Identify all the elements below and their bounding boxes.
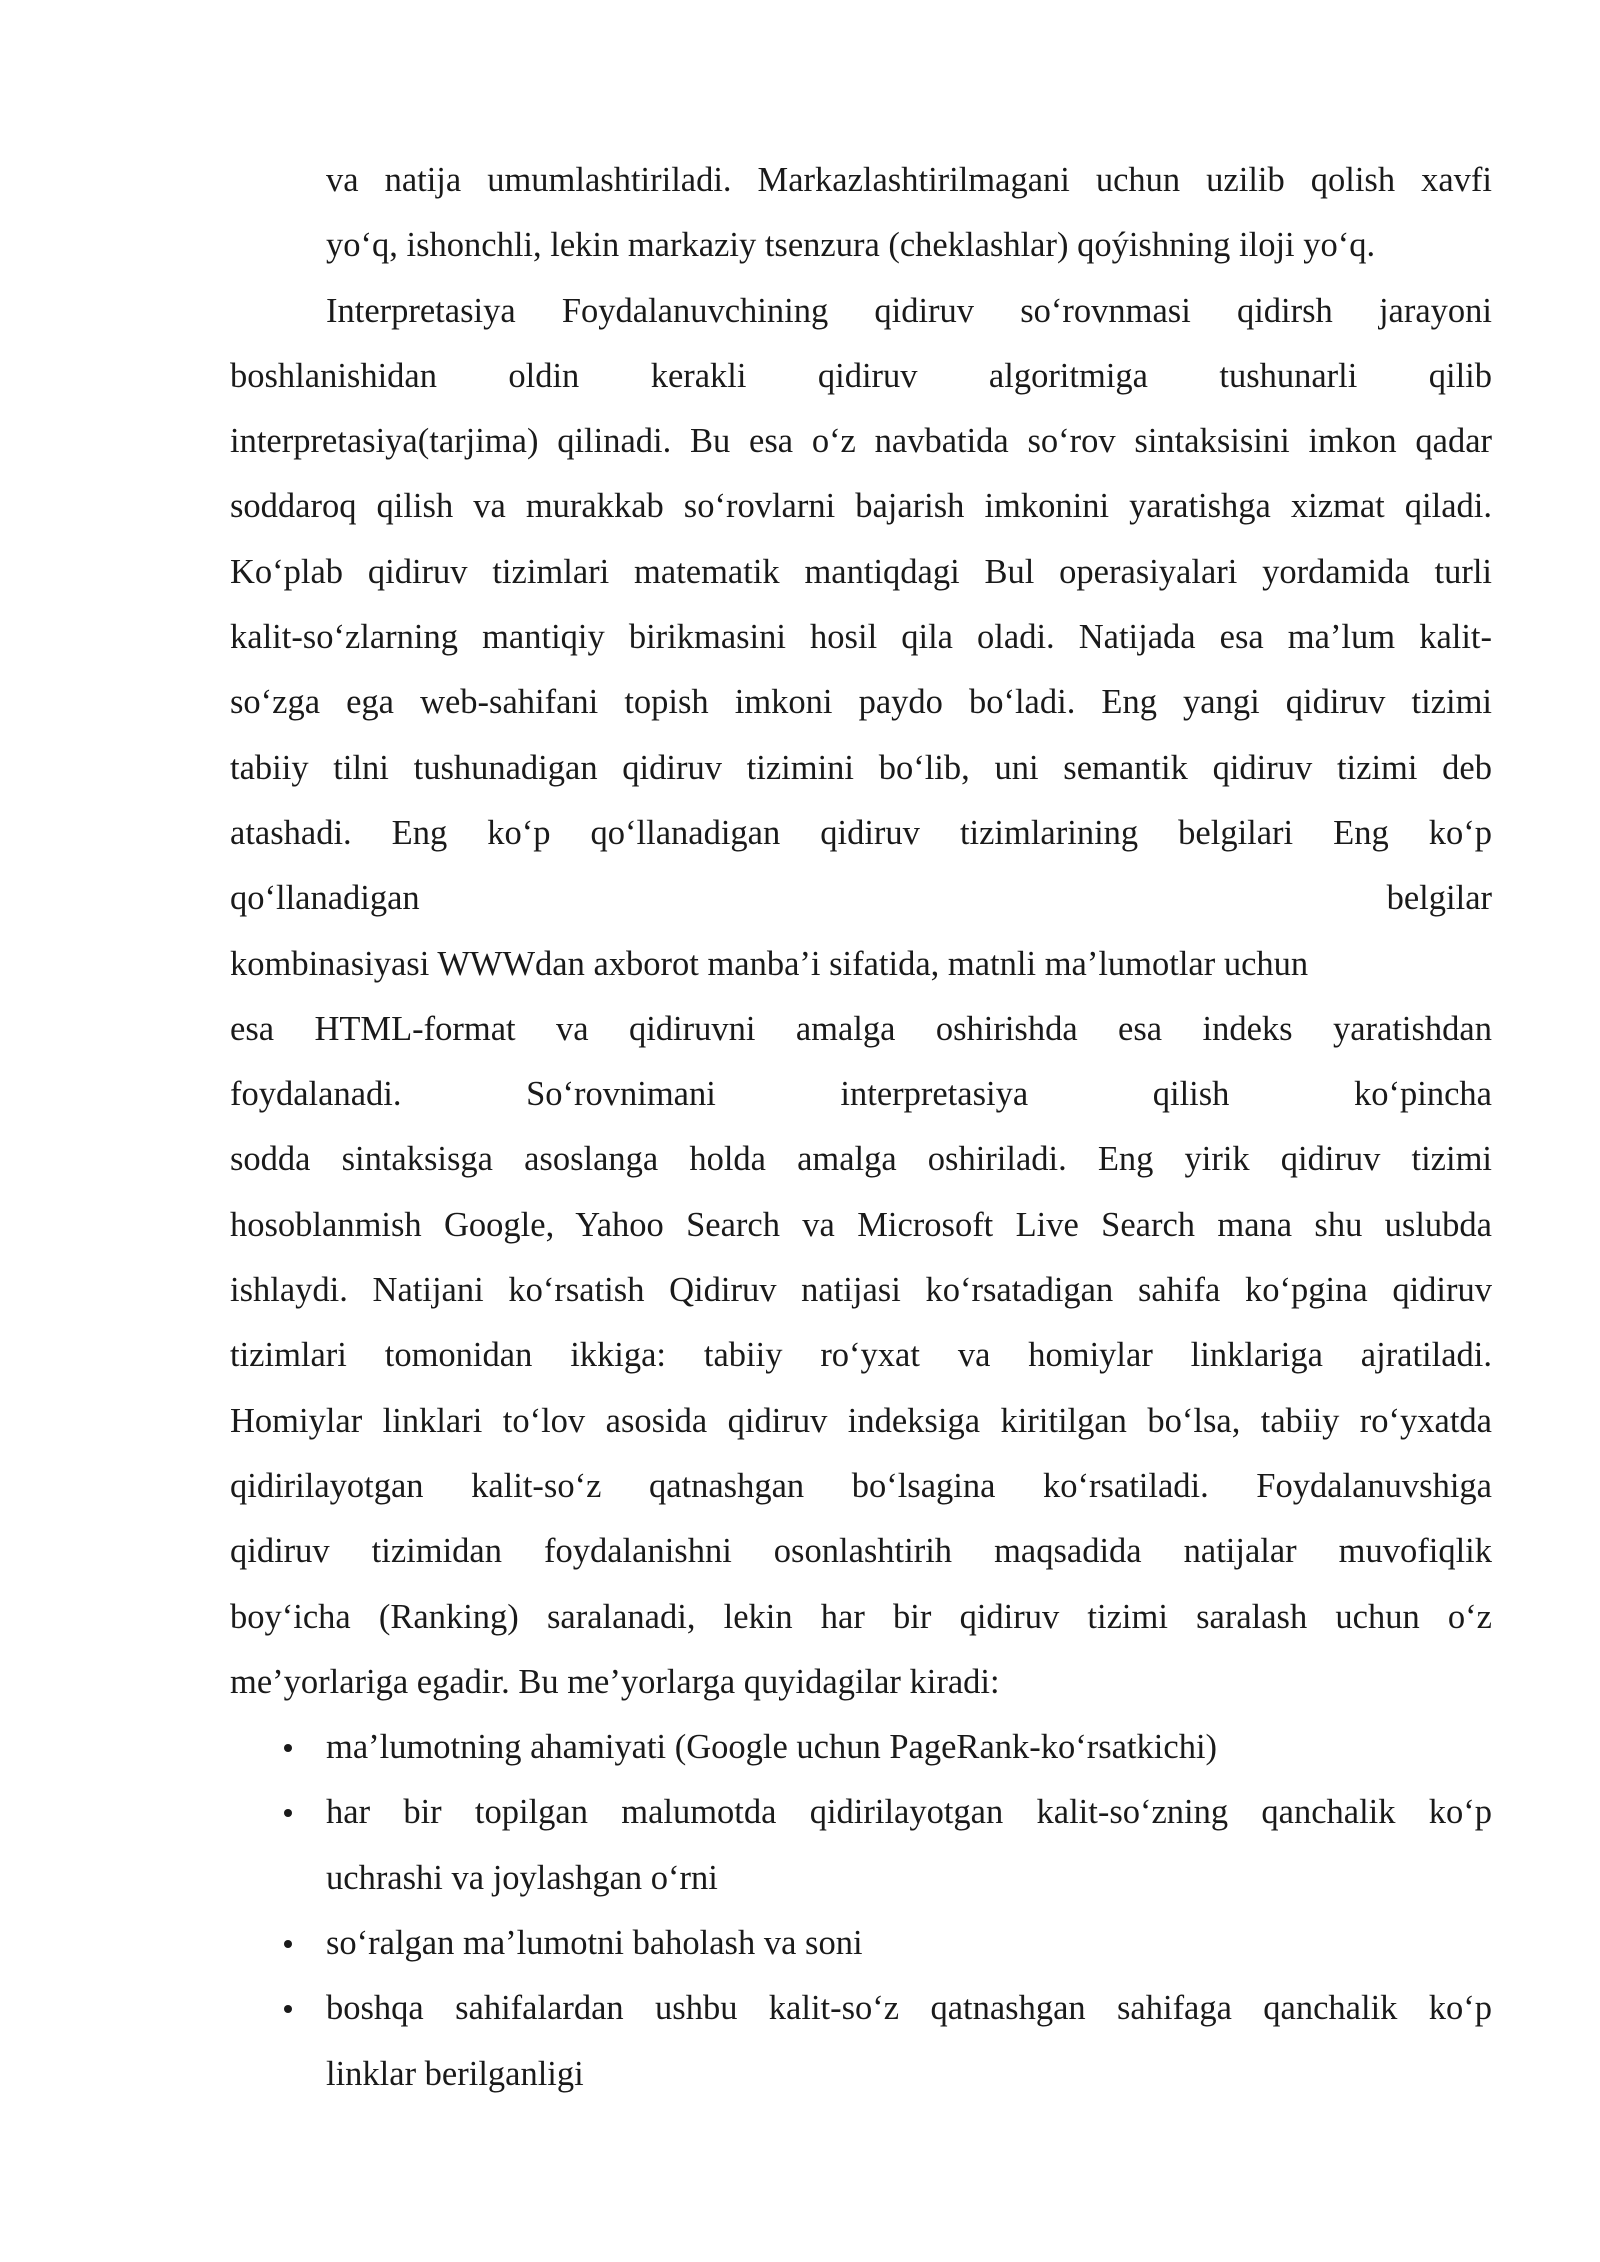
text-line: kalit-so‘zlarning mantiqiy birikmasini hosil qila oladi. Natijada esa ma’lum kalit- [230,618,1492,657]
text-line: esa HTML-format va qidiruvni amalga oshirishda esa indeks yaratishdan [230,1009,1492,1048]
body-paragraph [230,279,1492,1716]
intro-paragraph [230,148,1492,279]
text-line: hosoblanmish Google, Yahoo Search va Microsoft Live Search mana shu uslubda [230,1205,1492,1244]
text-line: Homiylar linklari to‘lov asosida qidiruv indeksiga kiritilgan bo‘lsa, tabiiy ro‘yxatda [230,1401,1492,1440]
bullet-icon [278,1976,298,2041]
text-line: so‘zga ega web-sahifani topish imkoni paydo bo‘ladi. Eng yangi qidiruv tizimi [230,683,1492,722]
list-item [230,1911,1492,1976]
text-line: qidiruv tizimidan foydalanishni osonlashtirih maqsadida natijalar muvofiqlik [230,1532,1492,1571]
text-line: so‘ralgan ma’lumotni baholash va soni [326,1924,863,1963]
text-line: kombinasiyasi WWWdan axborot manba’i sifatida, matnli ma’lumotlar uchun [230,944,1309,983]
text-line: me’yorlariga egadir. Bu me’yorlarga quyidagilar kiradi: [230,1662,1000,1701]
text-line: foydalanadi. So‘rovnimani interpretasiya qilish ko‘pincha [230,1075,1492,1114]
bullet-icon [278,1715,298,1780]
text-line: har bir topilgan malumotda qidirilayotgan kalit-so‘zning qanchalik ko‘p [326,1793,1492,1832]
text-line: ma’lumotning ahamiyati (Google uchun PageRank-ko‘rsatkichi) [326,1728,1218,1767]
list-item [230,1715,1492,1780]
text-line: linklar berilganligi [326,2054,584,2093]
list-item [230,1976,1492,2107]
text-line: va natija umumlashtiriladi. Markazlashtirilmagani uchun uzilib qolish xavfi [326,161,1492,199]
text-line: boshqa sahifalardan ushbu kalit-so‘z qatnashgan sahifaga qanchalik ko‘p [326,1989,1492,2028]
bullet-icon [278,1911,298,1976]
text-line: tizimlari tomonidan ikkiga: tabiiy ro‘yxat va homiylar linklariga ajratiladi. [230,1336,1492,1375]
bullet-icon [278,1780,298,1845]
text-line: atashadi. Eng ko‘p qo‘llanadigan qidiruv tizimlarining belgilari Eng ko‘p [230,813,1492,852]
text-line: Interpretasiya Foydalanuvchining qidiruv so‘rovnmasi qidirsh jarayoni [326,291,1492,330]
criteria-bullet-list [230,1715,1492,2107]
text-line: soddaroq qilish va murakkab so‘rovlarni bajarish imkonini yaratishga xizmat qiladi. [230,487,1492,526]
text-line: boshlanishidan oldin kerakli qidiruv algoritmiga tushunarli qilib [230,356,1492,395]
text-line: interpretasiya(tarjima) qilinadi. Bu esa o‘z navbatida so‘rov sintaksisini imkon qadar [230,422,1492,461]
text-line: yo‘q, ishonchli, lekin markaziy tsenzura (cheklashlar) qoýishning iloji yo‘q. [326,226,1376,265]
text-line: ishlaydi. Natijani ko‘rsatish Qidiruv natijasi ko‘rsatadigan sahifa ko‘pgina qidiruv [230,1271,1492,1310]
text-line: boy‘icha (Ranking) saralanadi, lekin har bir qidiruv tizimi saralash uchun o‘z [230,1597,1492,1636]
text-line: Ko‘plab qidiruv tizimlari matematik mantiqdagi Bul operasiyalari yordamida turli [230,552,1492,591]
text-line: sodda sintaksisga asoslanga holda amalga oshiriladi. Eng yirik qidiruv tizimi [230,1140,1492,1179]
text-line: qidirilayotgan kalit-so‘z qatnashgan bo‘lsagina ko‘rsatiladi. Foydalanuvshiga [230,1466,1492,1505]
list-item [230,1780,1492,1911]
text-line: uchrashi va joylashgan o‘rni [326,1858,718,1897]
document-page [230,148,1492,2107]
text-line: qo‘llanadigan belgilar [230,879,1492,918]
text-line: tabiiy tilni tushunadigan qidiruv tizimini bo‘lib, uni semantik qidiruv tizimi deb [230,748,1492,787]
